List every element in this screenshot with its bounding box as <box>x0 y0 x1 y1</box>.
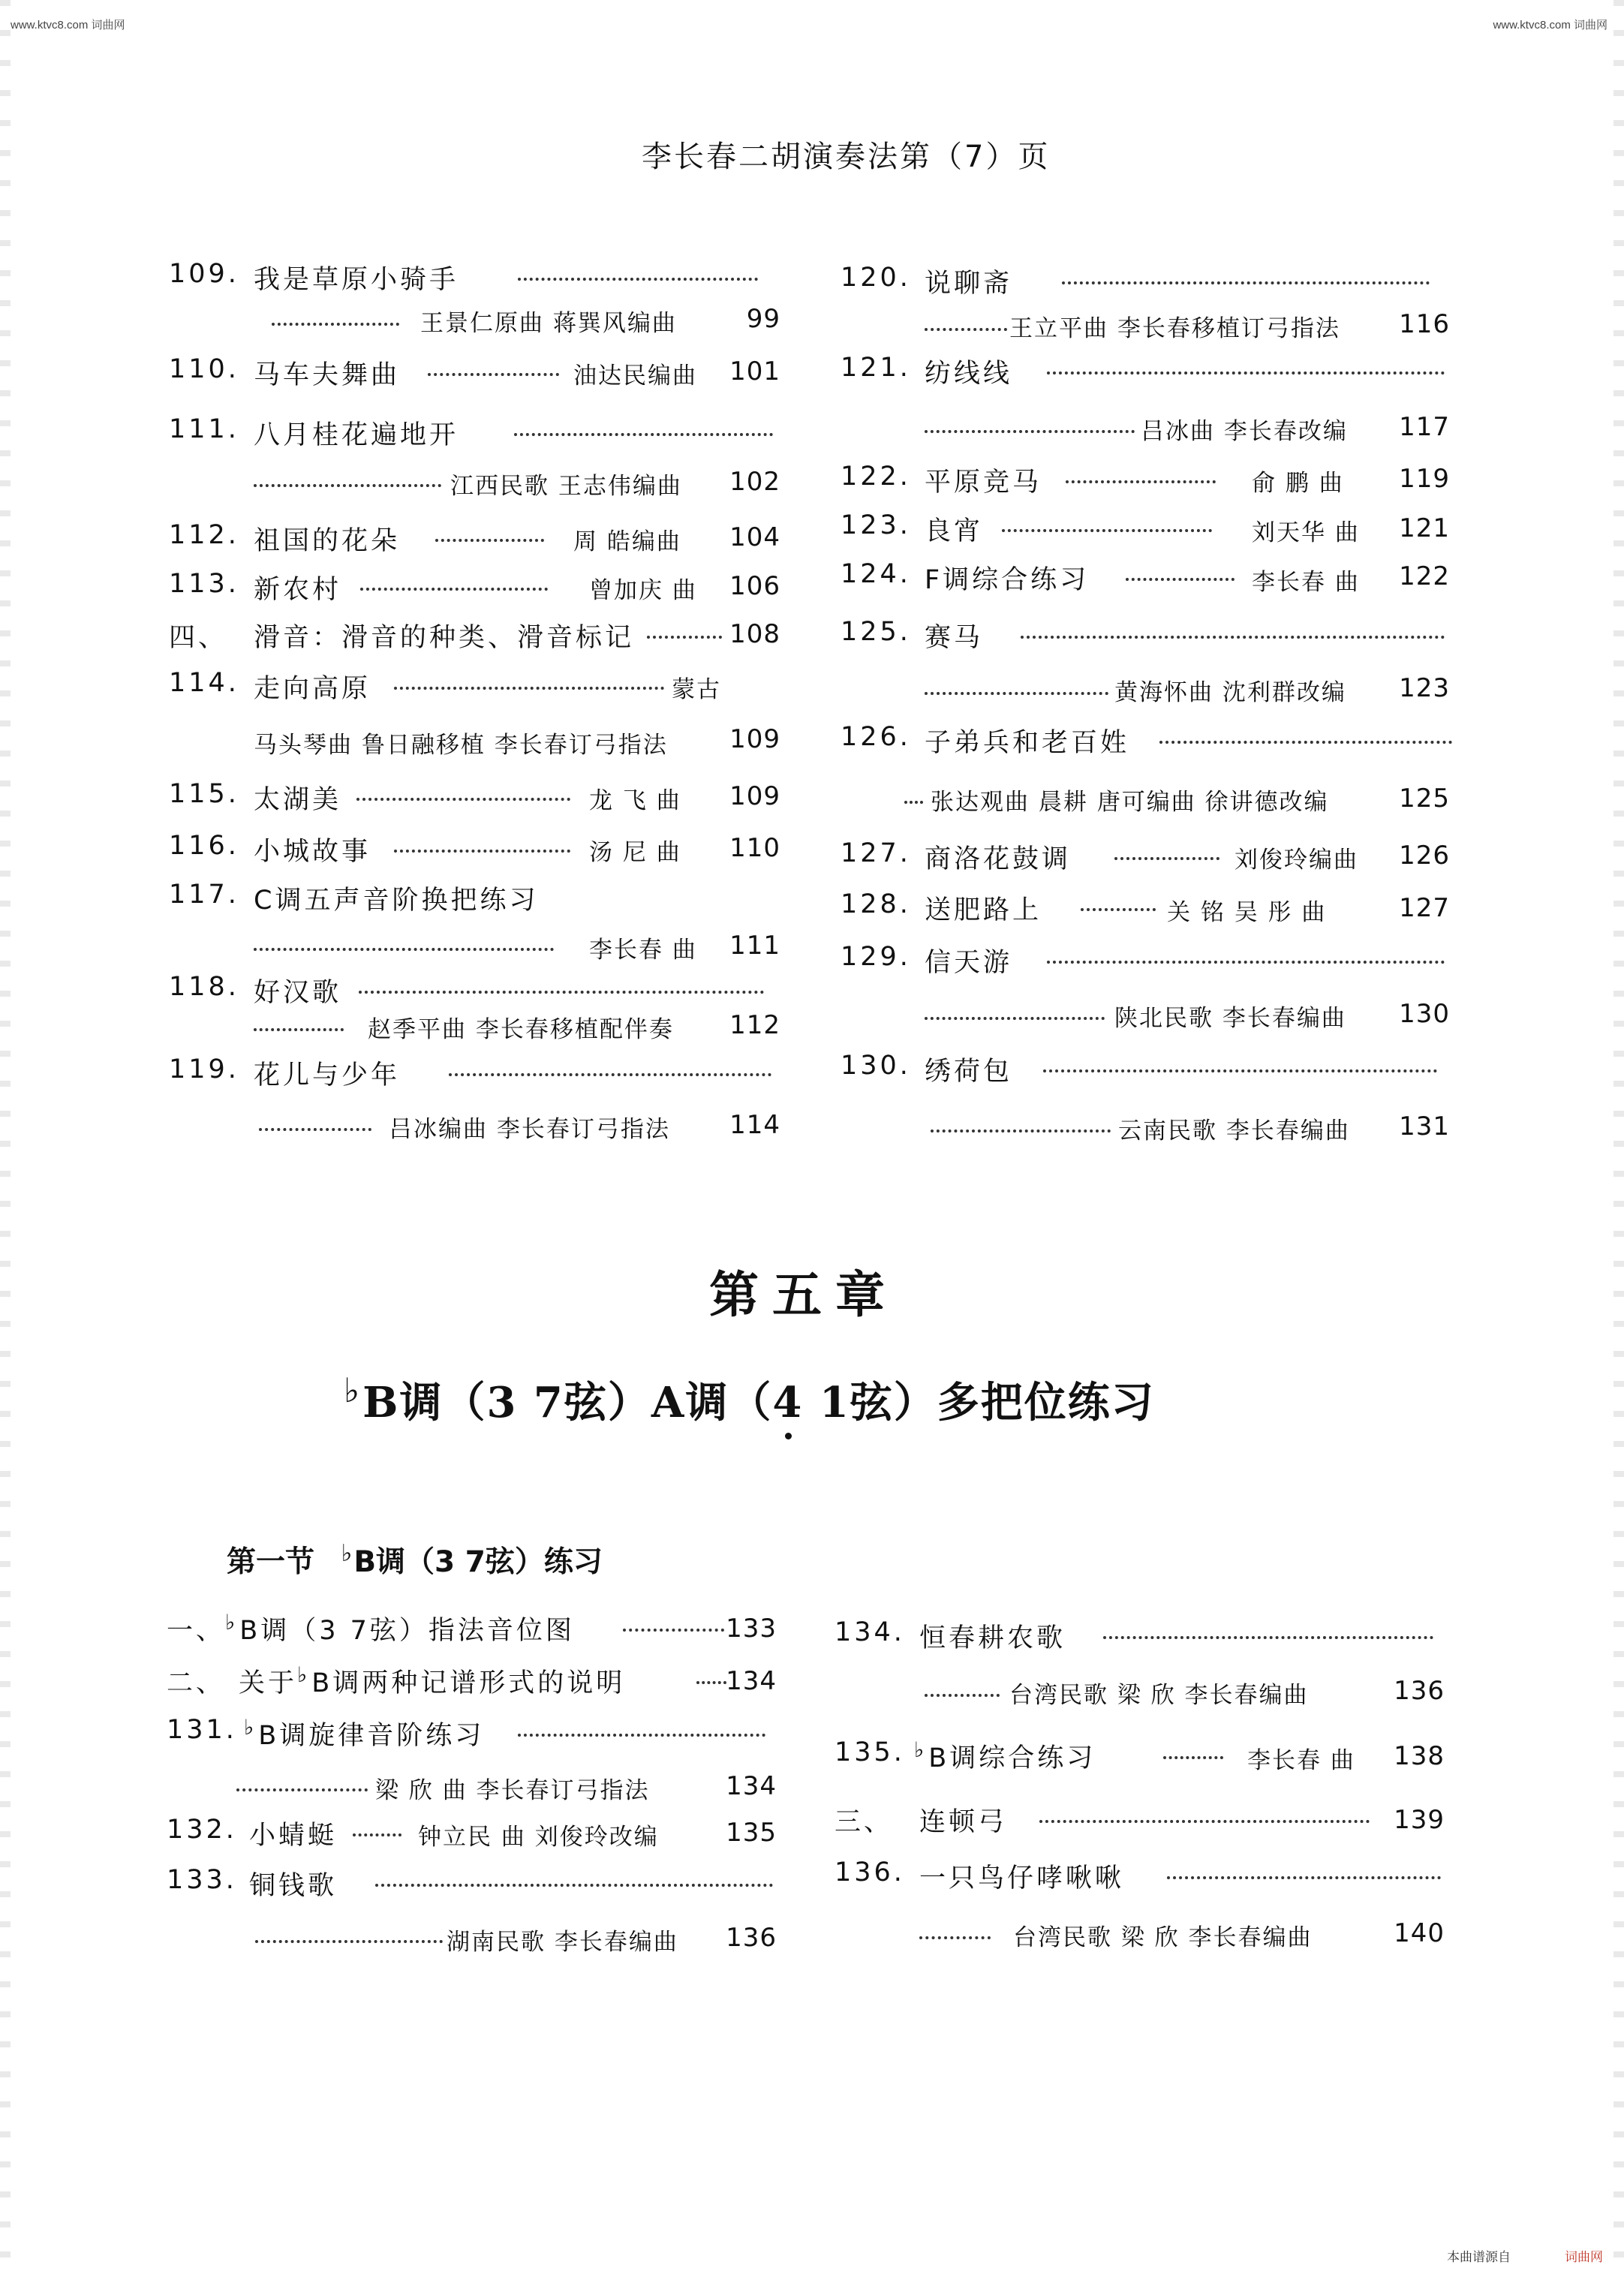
leader-dots <box>375 1884 773 1887</box>
toc-entry-page: 110 <box>729 833 780 863</box>
leader-dots <box>1047 371 1445 374</box>
toc-entry-number: 118. <box>169 972 239 1002</box>
leader-dots <box>394 687 664 690</box>
site-watermark-right: www.ktvc8.com 词曲网 <box>1493 19 1607 32</box>
toc-entry-credit: 张达观曲 晨耕 唐可编曲 徐讲德改编 <box>931 789 1329 816</box>
toc-entry-page: 101 <box>729 356 780 387</box>
toc-entry-credit: 梁 欣 曲 李长春订弓指法 <box>375 1777 650 1804</box>
toc-entry-page: 139 <box>1394 1805 1445 1835</box>
section-name: B调（3 7弦）练习 <box>353 1545 603 1579</box>
leader-dots <box>259 1128 371 1131</box>
leader-dots <box>435 539 544 542</box>
leader-dots <box>1167 1876 1441 1879</box>
toc-entry-number: 126. <box>841 722 911 752</box>
toc-entry-title: 滑音：滑音的种类、滑音标记 <box>254 623 635 653</box>
chapter-subtitle <box>344 1370 1155 1430</box>
leader-dots <box>254 948 554 951</box>
toc-entry-page: 119 <box>1399 464 1450 494</box>
toc-entry-number: 112. <box>169 520 239 550</box>
toc-entry-page: 122 <box>1399 561 1450 591</box>
leader-dots <box>1103 1636 1433 1639</box>
leader-dots <box>1002 529 1212 532</box>
toc-entry-number: 一、 <box>167 1616 226 1646</box>
toc-entry-page: 136 <box>726 1923 777 1953</box>
toc-entry-page: 134 <box>726 1666 777 1696</box>
toc-entry-number: 120. <box>841 263 911 293</box>
toc-entry-number: 123. <box>841 510 911 540</box>
toc-entry-number: 128. <box>841 889 911 919</box>
toc-entry-page: 106 <box>729 571 780 601</box>
toc-entry-title <box>225 1610 575 1647</box>
toc-title-prefix: 关于 <box>239 1668 298 1698</box>
toc-entry-credit: 刘俊玲编曲 <box>1235 847 1358 874</box>
toc-entry-number: 四、 <box>169 623 228 653</box>
toc-entry-credit: 台湾民歌 梁 欣 李长春编曲 <box>1013 1924 1313 1951</box>
toc-entry-number: 125. <box>841 617 911 647</box>
toc-entry-title: 小蜻蜓 <box>249 1821 338 1851</box>
toc-title-text: B调两种记谱形式的说明 <box>311 1668 626 1698</box>
leader-dots <box>255 1940 443 1943</box>
leader-dots <box>236 1788 368 1791</box>
toc-entry-title: 信天游 <box>925 948 1013 978</box>
flat-symbol: ♭ <box>225 1610 239 1635</box>
toc-entry-title: 良宵 <box>925 516 984 546</box>
leader-dots <box>272 323 399 326</box>
toc-entry-title: 小城故事 <box>254 837 371 867</box>
leader-dots <box>1039 1820 1370 1823</box>
toc-title-text: B调旋律音阶练习 <box>258 1721 485 1751</box>
toc-entry-title: 马车夫舞曲 <box>254 360 401 390</box>
leader-dots <box>428 373 559 376</box>
leader-dots <box>1021 636 1445 639</box>
leader-dots <box>359 991 764 994</box>
toc-entry-number: 116. <box>169 831 239 861</box>
leader-dots <box>518 1734 765 1737</box>
toc-entry-credit: 周 皓编曲 <box>573 528 681 555</box>
toc-entry-credit: 吕冰曲 李长春改编 <box>1141 418 1348 445</box>
page-title: 李长春二胡演奏法第（7）页 <box>642 140 1051 174</box>
flat-symbol: ♭ <box>914 1737 928 1763</box>
toc-entry-title: 恒春耕农歌 <box>919 1623 1066 1653</box>
leader-dots <box>925 1694 1000 1697</box>
toc-entry-page: 125 <box>1399 784 1450 814</box>
leader-dots <box>254 1028 344 1031</box>
toc-entry-credit: 油达民编曲 <box>573 362 697 390</box>
toc-entry-page: 133 <box>726 1614 777 1644</box>
toc-entry-page: 117 <box>1399 412 1450 442</box>
leader-dots <box>356 798 570 801</box>
leader-dots <box>518 278 758 281</box>
toc-entry-number: 117. <box>169 880 239 910</box>
toc-title-text: B调综合练习 <box>928 1743 1096 1773</box>
toc-entry-credit: 李长春 曲 <box>1247 1747 1355 1774</box>
right-margin-strip <box>1613 0 1624 2271</box>
toc-entry-title <box>914 1737 1096 1775</box>
toc-entry-page: 138 <box>1394 1741 1445 1771</box>
leader-dots <box>919 1936 991 1939</box>
leader-dots <box>925 430 1135 433</box>
toc-entry-number: 130. <box>841 1051 911 1081</box>
leader-dots <box>1081 908 1156 911</box>
toc-entry-title: 平原竞马 <box>925 468 1042 498</box>
toc-entry-credit: 刘天华 曲 <box>1252 519 1360 546</box>
toc-entry-title-tail: 蒙古 <box>672 676 721 703</box>
low-octave-note: 4 <box>772 1378 804 1427</box>
toc-entry-title: 我是草原小骑手 <box>254 265 459 295</box>
toc-entry-number: 三、 <box>835 1807 894 1837</box>
toc-entry-title <box>239 1662 625 1700</box>
toc-entry-page: 140 <box>1394 1918 1445 1948</box>
toc-entry-title: 子弟兵和老百姓 <box>925 728 1130 758</box>
leader-dots <box>904 801 923 804</box>
toc-entry-credit: 黄海怀曲 沈利群改编 <box>1114 679 1346 706</box>
leader-dots <box>925 328 1007 331</box>
toc-entry-number: 134. <box>835 1617 905 1647</box>
toc-entry-credit: 关 铭 吴 彤 曲 <box>1167 899 1327 926</box>
toc-entry-title: 花儿与少年 <box>254 1060 401 1090</box>
toc-entry-page: 108 <box>729 619 780 649</box>
toc-entry-title: 祖国的花朵 <box>254 526 401 556</box>
toc-entry-page: 131 <box>1399 1111 1450 1142</box>
toc-entry-page: 109 <box>729 724 780 754</box>
subtitle-part: B调（3 7弦）A调（ <box>362 1378 773 1427</box>
toc-entry-number: 114. <box>169 668 239 698</box>
toc-entry-credit: 龙 飞 曲 <box>589 787 681 814</box>
subtitle-part: 1弦）多把位练习 <box>803 1378 1155 1427</box>
toc-entry-credit: 俞 鹏 曲 <box>1252 470 1344 497</box>
section-label: 第一节 <box>227 1545 315 1579</box>
toc-entry-credit: 台湾民歌 梁 欣 李长春编曲 <box>1009 1682 1309 1709</box>
toc-entry-title: 一只鸟仔哮啾啾 <box>919 1863 1125 1894</box>
left-margin-strip <box>0 0 11 2271</box>
leader-dots <box>449 1073 771 1076</box>
toc-entry-number: 136. <box>835 1857 905 1887</box>
toc-entry-credit: 江西民歌 王志伟编曲 <box>450 473 682 500</box>
toc-entry-number: 121. <box>841 353 911 383</box>
toc-entry-number: 115. <box>169 779 239 809</box>
toc-entry-number: 129. <box>841 942 911 972</box>
toc-entry-number: 119. <box>169 1054 239 1084</box>
toc-entry-credit: 马头琴曲 鲁日融移植 李长春订弓指法 <box>254 732 668 759</box>
toc-entry-page: 121 <box>1399 513 1450 543</box>
toc-entry-credit: 陕北民歌 李长春编曲 <box>1114 1005 1346 1032</box>
leader-dots <box>1126 578 1235 581</box>
flat-symbol: ♭ <box>344 1370 362 1410</box>
toc-entry-number: 110. <box>169 354 239 384</box>
toc-entry-page: 135 <box>726 1818 777 1848</box>
toc-entry-page: 111 <box>729 931 780 961</box>
toc-entry-page: 112 <box>729 1010 780 1040</box>
toc-entry-title: 八月桂花遍地开 <box>254 420 459 450</box>
toc-entry-title: 商洛花鼓调 <box>925 844 1072 874</box>
toc-entry-page: 109 <box>729 781 780 811</box>
leader-dots <box>514 433 773 436</box>
toc-entry-page: 134 <box>726 1771 777 1801</box>
toc-entry-title: 送肥路上 <box>925 895 1042 925</box>
toc-entry-number: 二、 <box>167 1668 226 1698</box>
leader-dots <box>1163 1756 1223 1759</box>
leader-dots <box>1066 480 1216 483</box>
toc-entry-credit: 钟立民 曲 刘俊玲改编 <box>418 1824 659 1851</box>
toc-entry-page: 116 <box>1399 309 1450 339</box>
toc-entry-page: 102 <box>729 467 780 497</box>
flat-symbol: ♭ <box>244 1715 257 1740</box>
toc-entry-title: 连顿弓 <box>919 1807 1008 1837</box>
toc-entry-title: 好汉歌 <box>254 978 342 1008</box>
toc-entry-title: 太湖美 <box>254 785 342 815</box>
leader-dots <box>394 850 570 853</box>
toc-entry-credit: 云南民歌 李长春编曲 <box>1118 1117 1350 1145</box>
toc-entry-credit: 吕冰编曲 李长春订弓指法 <box>389 1116 670 1143</box>
toc-entry-page: 130 <box>1399 999 1450 1029</box>
toc-entry-page: 104 <box>729 522 780 552</box>
leader-dots <box>360 588 548 591</box>
footer-site-link[interactable]: 词曲网 <box>1565 2250 1603 2264</box>
section-heading <box>227 1539 603 1581</box>
toc-entry-number: 135. <box>835 1737 905 1767</box>
toc-entry-number: 124. <box>841 559 911 589</box>
toc-entry-title: F调综合练习 <box>925 565 1090 595</box>
toc-entry-number: 131. <box>167 1715 237 1745</box>
toc-entry-page: 99 <box>746 304 780 334</box>
leader-dots <box>1047 961 1445 964</box>
toc-entry-number: 109. <box>169 259 239 289</box>
toc-entry-credit: 赵季平曲 李长春移植配伴奏 <box>368 1016 674 1043</box>
toc-entry-title: 纺线线 <box>925 359 1013 389</box>
toc-entry-title: 赛马 <box>925 623 984 653</box>
toc-entry-page: 126 <box>1399 841 1450 871</box>
toc-entry-title: C调五声音阶换把练习 <box>254 886 539 916</box>
toc-entry-title: 铜钱歌 <box>249 1871 338 1901</box>
flat-symbol: ♭ <box>341 1539 353 1567</box>
toc-title-text: B调（3 7弦）指法音位图 <box>239 1616 575 1646</box>
toc-entry-number: 132. <box>167 1815 237 1845</box>
toc-entry-number: 122. <box>841 462 911 492</box>
toc-entry-number: 113. <box>169 569 239 599</box>
toc-entry-page: 114 <box>729 1110 780 1140</box>
footer-source-label: 本曲谱源自 <box>1447 2250 1511 2264</box>
toc-entry-title: 新农村 <box>254 575 342 605</box>
leader-dots <box>1159 741 1452 744</box>
chapter-title: 第五章 <box>709 1265 898 1324</box>
toc-entry-number: 127. <box>841 838 911 868</box>
leader-dots <box>925 1017 1105 1020</box>
leader-dots <box>931 1129 1111 1132</box>
site-watermark-left: www.ktvc8.com 词曲网 <box>11 19 125 32</box>
toc-entry-number: 111. <box>169 414 239 444</box>
toc-entry-number: 133. <box>167 1865 237 1895</box>
toc-entry-title: 说聊斋 <box>925 269 1013 299</box>
toc-entry-page: 123 <box>1399 673 1450 703</box>
leader-dots <box>1062 281 1430 284</box>
toc-entry-page: 127 <box>1399 893 1450 923</box>
leader-dots <box>1043 1069 1437 1072</box>
toc-entry-title <box>244 1715 484 1752</box>
toc-entry-credit: 湖南民歌 李长春编曲 <box>447 1929 678 1956</box>
toc-entry-credit: 曾加庆 曲 <box>589 577 697 604</box>
leader-dots <box>925 692 1108 695</box>
toc-entry-page: 136 <box>1394 1676 1445 1706</box>
leader-dots <box>353 1833 401 1836</box>
flat-symbol: ♭ <box>297 1662 311 1688</box>
toc-entry-credit: 李长春 曲 <box>1252 569 1360 596</box>
toc-entry-credit: 王景仁原曲 蒋巽风编曲 <box>420 310 677 337</box>
leader-dots <box>1114 857 1220 860</box>
toc-entry-credit: 汤 尼 曲 <box>589 839 681 866</box>
leader-dots <box>254 484 441 487</box>
toc-entry-credit: 李长春 曲 <box>589 937 697 964</box>
toc-entry-title: 走向高原 <box>254 674 371 704</box>
toc-entry-title: 绣荷包 <box>925 1057 1013 1087</box>
toc-entry-credit: 王立平曲 李长春移植订弓指法 <box>1009 315 1340 342</box>
